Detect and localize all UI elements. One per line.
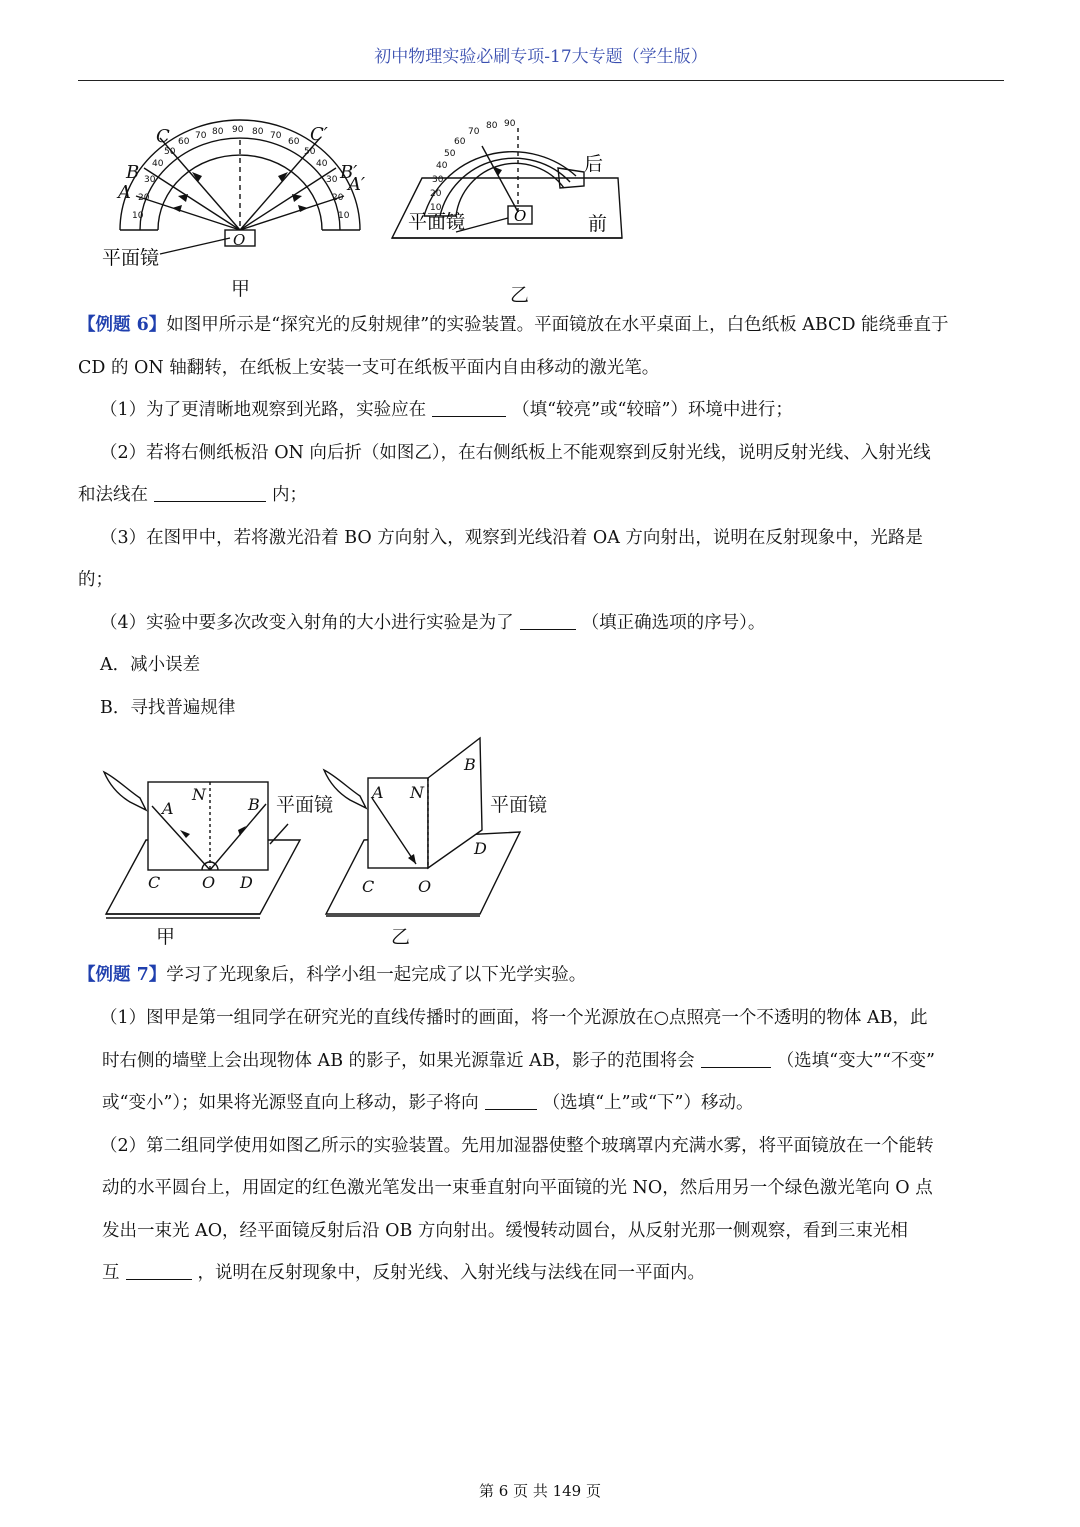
- example7-tag: 【例题 7】: [78, 965, 167, 985]
- paper-board-jia-diagram: [100, 752, 320, 922]
- answer-blank: [154, 483, 266, 502]
- example6-question4: [78, 602, 1026, 645]
- tick-label: 50: [444, 149, 456, 159]
- example7-question1-line2: [78, 1040, 1028, 1083]
- tick-label-left: 50: [164, 147, 176, 157]
- example7-question2-line2: 动的水平圆台上，用固定的红色激光笔发出一束垂直射向平面镜的光 NO，然后用另一个绿色激光笔向 O 点: [102, 1178, 933, 1198]
- tick-label-right: 30: [326, 175, 338, 185]
- tick-label-left: 60: [178, 137, 190, 147]
- point-label-c-prime: C′: [310, 124, 328, 145]
- paper-board-yi-diagram: [320, 736, 530, 920]
- q2-text-l4b: ，说明在反射现象中，反射光线、入射光线与法线在同一平面内。: [197, 1263, 705, 1283]
- example6-question1: [78, 389, 1026, 432]
- q1-text-l2b: （选填“变大”“不变”: [776, 1051, 935, 1071]
- label-b: B: [248, 795, 260, 814]
- tick-label-left: 90: [232, 125, 244, 135]
- q2-text-b: 和法线在: [78, 485, 148, 505]
- tick-label-left: 10: [132, 211, 144, 221]
- tick-label: 80: [486, 121, 498, 131]
- page-footer: 第 6 页 共 149 页: [478, 1482, 601, 1500]
- example6-stem-line1: [78, 304, 1004, 347]
- tick-label: 30: [432, 175, 444, 185]
- figure-caption-jia: 甲: [231, 278, 251, 300]
- q2-text-c: 内；: [272, 485, 307, 505]
- example6-question3-line1: （3）在图甲中，若将激光沿着 BO 方向射入，观察到光线沿着 OA 方向射出，说明在反射现象中，光路是: [100, 528, 923, 548]
- tick-label-right: 70: [270, 131, 282, 141]
- protractor-jia-diagram: [100, 108, 380, 278]
- tick-label-right: 80: [252, 127, 264, 137]
- label-c: C: [362, 877, 375, 896]
- tick-label-left: 70: [195, 131, 207, 141]
- figure-paper-board-yi: [320, 736, 530, 920]
- point-label-b-prime: B′: [340, 162, 358, 183]
- figure-protractor-yi: [388, 106, 638, 246]
- figure-caption-jia: 甲: [156, 926, 176, 948]
- label-a: A: [162, 799, 174, 818]
- tick-label-left: 40: [152, 159, 164, 169]
- label-o: O: [418, 877, 432, 896]
- tick-label-right: 50: [304, 147, 316, 157]
- q1-text-l3a: 或“变小”）；如果将光源竖直向上移动，影子将向: [102, 1093, 479, 1113]
- tick-label-right: 10: [338, 211, 350, 221]
- label-n: N: [192, 785, 206, 804]
- mirror-label-jia: 平面镜: [276, 794, 334, 816]
- example6-question2-line2: [78, 474, 1004, 517]
- tick-label-left: 20: [138, 193, 150, 203]
- q1-text-b: （填“较亮”或“较暗”）环境中进行；: [512, 400, 793, 420]
- q4-text-a: （4）实验中要多次改变入射角的大小进行实验是为了: [100, 613, 514, 633]
- tick-label-right: 40: [316, 159, 328, 169]
- example7-stem: [78, 954, 1004, 997]
- figure-paper-board-jia: [100, 752, 320, 922]
- tick-label: 10: [430, 203, 442, 213]
- answer-blank: [520, 611, 576, 630]
- label-b: B: [464, 755, 476, 774]
- q2-text-l4a: 互: [102, 1263, 120, 1283]
- example6-option-b: B．寻找普遍规律: [100, 698, 236, 718]
- example7-question2-line3: 发出一束光 AO，经平面镜反射后沿 OB 方向射出。缓慢转动圆台，从反射光那一侧观察，看到三束光相: [102, 1221, 908, 1241]
- q1-text-l3b: （选填“上”或“下”）移动。: [542, 1093, 754, 1113]
- point-label-o: O: [233, 231, 246, 249]
- example7-question2-line1: （2）第二组同学使用如图乙所示的实验装置。先用加湿器使整个玻璃罩内充满水雾，将平面镜放在一个能转: [100, 1136, 934, 1156]
- label-d: D: [240, 873, 253, 892]
- point-label-a-prime: A′: [348, 174, 366, 195]
- protractor-yi-diagram: [388, 106, 638, 246]
- label-a: A: [372, 783, 384, 802]
- figure-caption-yi: 乙: [510, 284, 530, 306]
- tick-label: 40: [436, 161, 448, 171]
- page-header-title: 初中物理实验必刷专项-17大专题（学生版）: [374, 47, 708, 67]
- example6-question3-line2: 的；: [78, 570, 113, 590]
- q1-text-l2a: 时右侧的墙壁上会出现物体 AB 的影子，如果光源靠近 AB，影子的范围将会: [102, 1051, 695, 1071]
- answer-blank: [701, 1049, 771, 1068]
- q4-text-b: （填正确选项的序号）。: [581, 613, 766, 633]
- example6-question2-line1: （2）若将右侧纸板沿 ON 向后折（如图乙），在右侧纸板上不能观察到反射光线，说明反射光线、入射光线: [100, 443, 931, 463]
- answer-blank: [485, 1091, 537, 1110]
- mirror-label: 平面镜: [102, 247, 160, 269]
- label-d: D: [474, 839, 487, 858]
- example6-option-a: A．减小误差: [100, 655, 201, 675]
- example6-stem-text: 如图甲所示是“探究光的反射规律”的实验装置。平面镜放在水平桌面上，白色纸板 ABCD 能绕垂直于: [166, 315, 949, 335]
- header-divider: [78, 80, 1004, 81]
- example7-question2-line4: [78, 1252, 1028, 1295]
- tick-label-left: 80: [212, 127, 224, 137]
- example7-stem-text: 学习了光现象后，科学小组一起完成了以下光学实验。: [166, 965, 587, 985]
- back-label: 后: [584, 153, 604, 175]
- tick-label: 60: [454, 137, 466, 147]
- point-label-c: C: [156, 126, 170, 147]
- mirror-label-yi: 平面镜: [490, 794, 548, 816]
- example6-stem-line2: CD 的 ON 轴翻转，在纸板上安装一支可在纸板平面内自由移动的激光笔。: [78, 358, 660, 378]
- tick-label: 90: [504, 119, 516, 129]
- label-c: C: [148, 873, 161, 892]
- point-label-a: A: [118, 182, 131, 203]
- label-o: O: [202, 873, 216, 892]
- example7-question1-line3: [78, 1082, 1028, 1125]
- point-label-o: O: [514, 207, 527, 225]
- point-label-b: B: [126, 162, 140, 183]
- example6-tag: 【例题 6】: [78, 315, 167, 335]
- tick-label-right: 60: [288, 137, 300, 147]
- answer-blank: [432, 398, 506, 417]
- tick-label-left: 30: [144, 175, 156, 185]
- tick-label-right: 20: [332, 193, 344, 203]
- q1-text-a: （1）为了更清晰地观察到光路，实验应在: [100, 400, 427, 420]
- label-n: N: [410, 783, 424, 802]
- figure-caption-yi: 乙: [391, 926, 411, 948]
- tick-label: 20: [430, 189, 442, 199]
- answer-blank: [126, 1261, 192, 1280]
- mirror-label: 平面镜: [408, 211, 466, 233]
- figure-protractor-jia: [100, 108, 380, 278]
- example7-question1-line1: （1）图甲是第一组同学在研究光的直线传播时的画面，将一个光源放在○点照亮一个不透明的物体 AB，此: [100, 1008, 928, 1028]
- front-label: 前: [588, 213, 608, 235]
- tick-label: 70: [468, 127, 480, 137]
